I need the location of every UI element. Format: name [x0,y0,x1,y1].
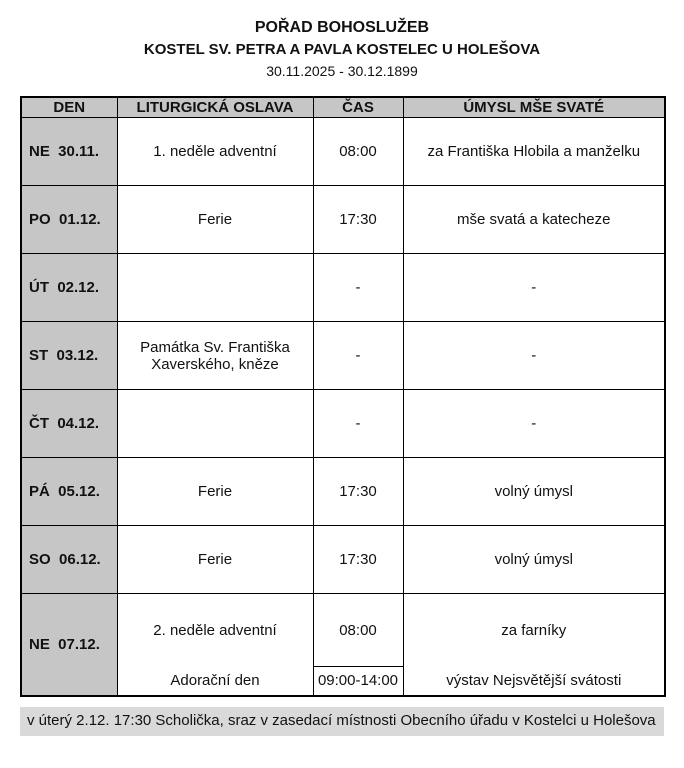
time-cell: - [313,390,403,458]
celebration-cell: Ferie [117,186,313,254]
table-row [21,526,665,594]
time-cell: 17:30 [313,526,403,594]
document-title: POŘAD BOHOSLUŽEB [254,19,430,36]
day-cell: NE 07.12. [21,594,117,696]
day-cell: ÚT 02.12. [21,254,117,322]
date-range: 30.11.2025 - 30.12.1899 [266,63,418,79]
table-row [21,458,665,526]
time-cell: 17:30 [313,186,403,254]
document-header [20,18,664,80]
day-cell: NE 30.11. [21,118,117,186]
time-cell: - [313,254,403,322]
celebration-cell: Ferie [117,458,313,526]
table-row [21,254,665,322]
table-header-row [21,97,665,118]
intention-cell: za Františka Hlobila a manželku [403,118,665,186]
column-header-den: DEN [21,97,117,118]
intention-cell: - [403,322,665,390]
footer-note: v úterý 2.12. 17:30 Scholička, sraz v zasedací místnosti Obecního úřadu v Kostelci u Holešova [20,707,664,736]
column-header-cas: ČAS [313,97,403,118]
intention-cell [403,594,665,696]
celebration-line-1: 2. neděle adventní [153,621,277,639]
time-cell: - [313,322,403,390]
intention-cell: - [403,390,665,458]
table-row [21,390,665,458]
day-cell: ST 03.12. [21,322,117,390]
day-cell: SO 06.12. [21,526,117,594]
column-header-liturgicka-oslava: LITURGICKÁ OSLAVA [117,97,313,118]
intention-cell: mše svatá a katecheze [403,186,665,254]
table-row [21,322,665,390]
day-cell: PÁ 05.12. [21,458,117,526]
celebration-cell: 1. neděle adventní [117,118,313,186]
celebration-cell [117,390,313,458]
document-subtitle: KOSTEL SV. PETRA A PAVLA KOSTELEC U HOLEŠOVA [143,41,541,58]
table-row [21,186,665,254]
day-cell: ČT 04.12. [21,390,117,458]
column-header-umysl: ÚMYSL MŠE SVATÉ [403,97,665,118]
celebration-cell [117,594,313,696]
intention-cell: - [403,254,665,322]
table-row [21,594,665,696]
celebration-line-2: Adorační den [170,671,260,689]
celebration-cell [117,254,313,322]
schedule-table [20,96,666,697]
time-cell: 08:00 [313,118,403,186]
celebration-cell: Ferie [117,526,313,594]
time-line-2: 09:00-14:00 [314,666,403,694]
intention-cell: volný úmysl [403,458,665,526]
time-cell: 17:30 [313,458,403,526]
intention-line-2: výstav Nejsvětější svátosti [446,671,622,689]
time-cell [313,594,403,696]
day-cell: PO 01.12. [21,186,117,254]
intention-line-1: za farníky [501,621,567,639]
table-row [21,118,665,186]
celebration-cell: Památka Sv. Františka Xaverského, kněze [117,322,313,390]
intention-cell: volný úmysl [403,526,665,594]
time-line-1: 08:00 [339,621,377,639]
